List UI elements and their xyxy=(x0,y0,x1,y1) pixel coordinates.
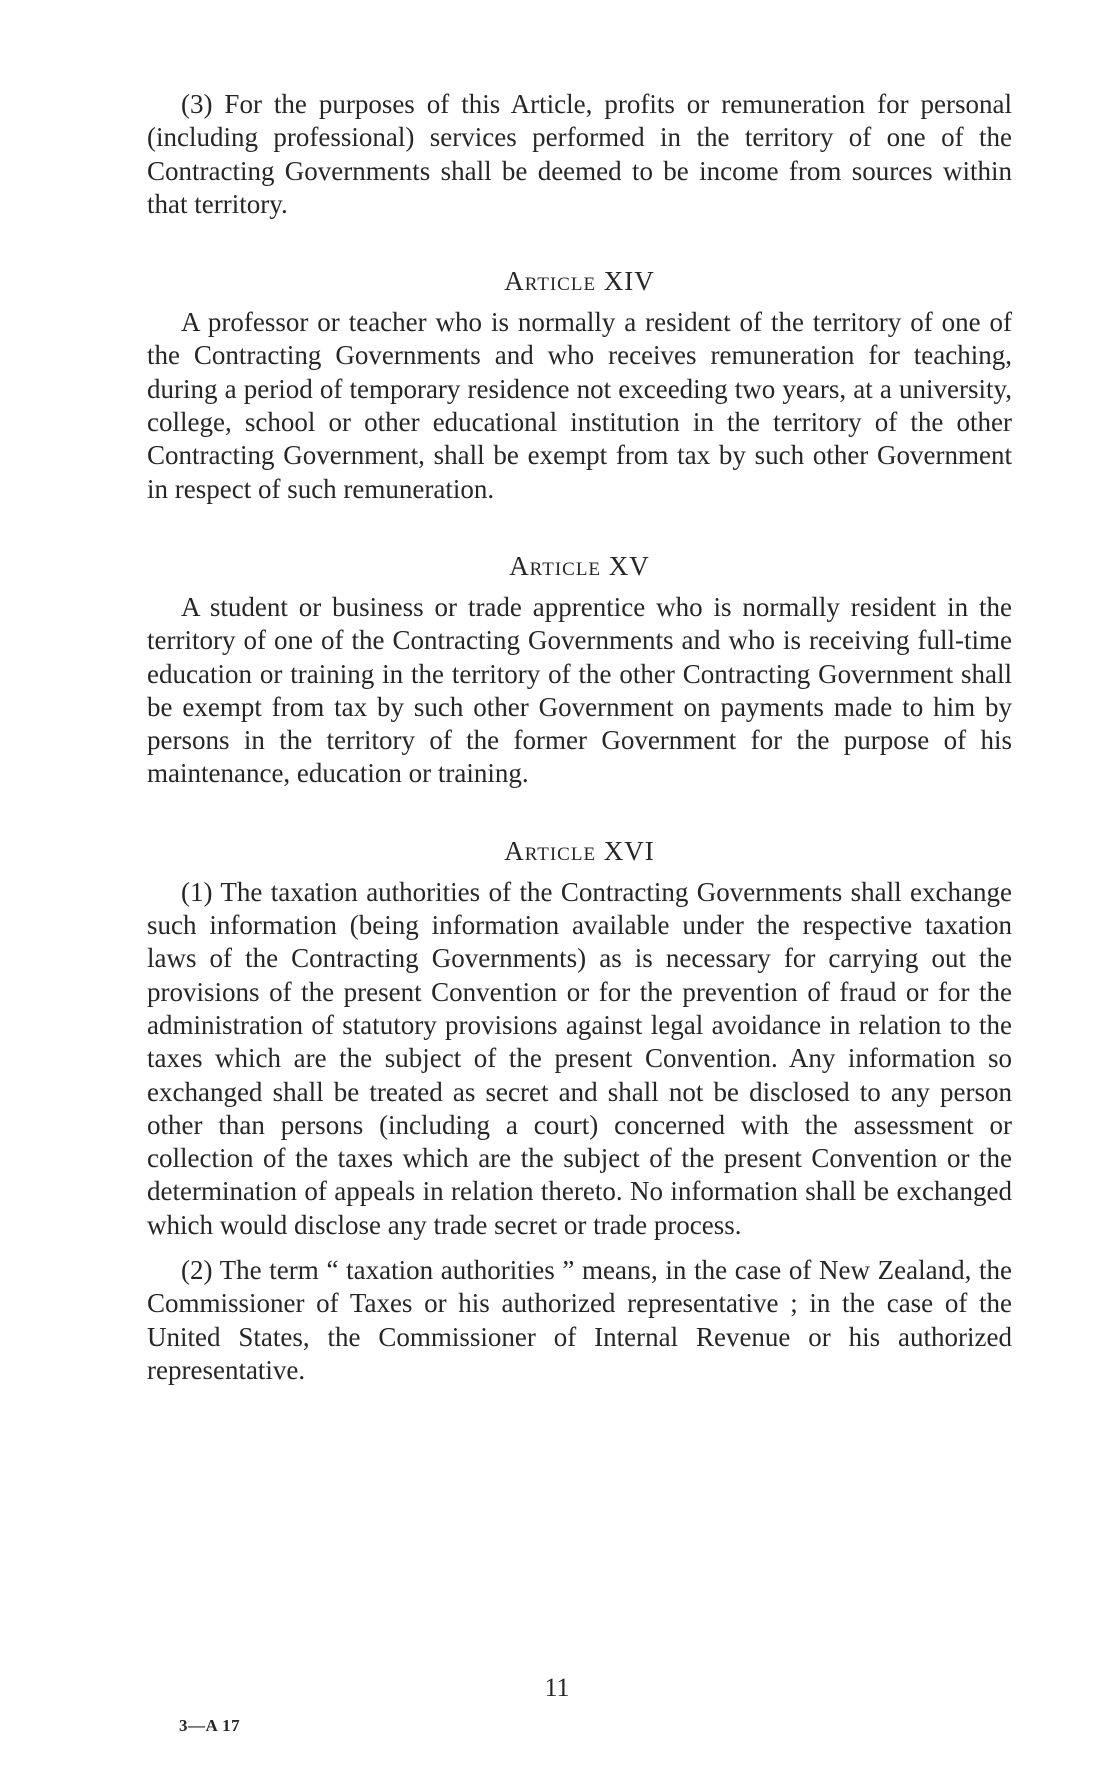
article-xiii-paragraph-3: (3) For the purposes of this Article, profits or remuneration for personal (including professional) services performed in the territory of one of the Contracting Governments shall be deemed to be income from sources within that territory. xyxy=(147,89,1012,219)
article-xiv-heading: Article XIV xyxy=(504,266,655,297)
page-number: 11 xyxy=(544,1673,570,1702)
article-xv-text: A student or business or trade apprentice who is normally resident in the territory of one of the Contracting Governments and who is receiving full-time education or training in the territory of the other Contracting Government shall be exempt from tax by such other Government on payments made to him by persons in the territory of the former Government for the purpose of his maintenance, education or training. xyxy=(147,591,1012,789)
article-xiv-text: A professor or teacher who is normally a resident of the territory of one of the Contracting Governments and who receives remuneration for teaching, during a period of temporary residence not exceeding two years, at a university, college, school or other educational institution in the territory of the other Contracting Government, shall be exempt from tax by such other Government in respect of such remuneration. xyxy=(147,307,1012,504)
printer-signature-mark: 3—A 17 xyxy=(179,1716,241,1735)
article-xvi-paragraph-1: (1) The taxation authorities of the Contracting Governments shall exchange such information (being information available under the respective taxation laws of the Contracting Governments) as is necessary for carrying out the provisions of the present Convention or for the prevention of fraud or for the administration of statutory provisions against legal avoidance in relation to the taxes which are the subject of the present Convention. Any information so exchanged shall be treated as secret and shall not be disclosed to any person other than persons (including a court) concerned with the assessment or collection of the taxes which are the subject of the present Convention or the determination of appeals in relation thereto. No information shall be exchanged which would disclose any trade secret or trade process. xyxy=(147,876,1012,1240)
article-xvi-heading: Article XVI xyxy=(504,835,655,866)
article-xv-heading: Article XV xyxy=(509,550,650,581)
article-xvi-paragraph-2: (2) The term “ taxation authorities ” means, in the case of New Zealand, the Commissioner of Taxes or his authorized representative ; in the case of the United States, the Commissioner of Internal Revenue or his authorized representative. xyxy=(147,1255,1012,1385)
document-page xyxy=(147,88,1012,1387)
